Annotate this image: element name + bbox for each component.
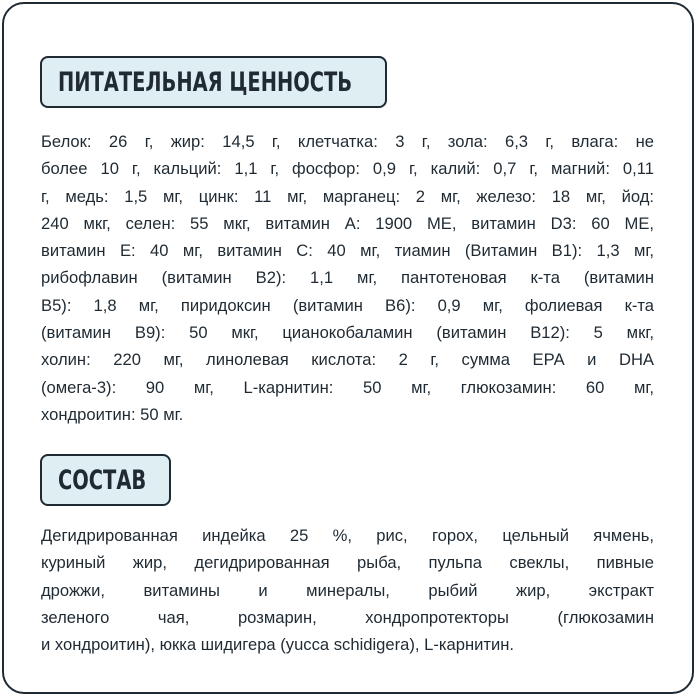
nutrition-line: В5): 1,8 мг, пиридоксин (витамин В6): 0,9 мг, фолиевая к-та — [41, 295, 654, 315]
composition-heading — [40, 454, 171, 506]
nutrition-line: (омега-3): 90 мг, L-карнитин: 50 мг, глюкозамин: 60 мг, — [41, 377, 654, 397]
composition-line: зеленого чая, розмарин, хондропротекторы (глюкозамин — [41, 607, 654, 627]
nutrition-heading-label: ПИТАТЕЛЬНАЯ ЦЕННОСТЬ — [58, 67, 353, 98]
composition-line: дрожжи, витамины и минералы, рыбий жир, экстракт — [41, 580, 654, 600]
nutrition-line: рибофлавин (витамин В2): 1,1 мг, пантотеновая к-та (витамин — [41, 268, 654, 288]
composition-line: и хондроитин), юкка шидигера (yucca schidigera), L-карнитин. — [41, 635, 515, 655]
composition-line: Дегидрированная индейка 25 %, рис, горох, цельный ячмень, — [41, 526, 654, 545]
nutrition-line: более 10 г, кальций: 1,1 г, фосфор: 0,9 г, калий: 0,7 г, магний: 0,11 — [41, 159, 654, 179]
nutrition-line: хондроитин: 50 мг. — [41, 404, 184, 424]
nutrition-line: г, медь: 1,5 мг, цинк: 11 мг, марганец: 2 мг, железо: 18 мг, йод: — [41, 186, 654, 206]
nutrition-line: холин: 220 мг, линолевая кислота: 2 г, сумма ЕРА и DHA — [41, 350, 654, 370]
composition-line: куриный жир, дегидрированная рыба, пульпа свеклы, пивные — [41, 553, 654, 573]
nutrition-paragraph — [41, 128, 654, 428]
nutrition-heading — [40, 56, 387, 108]
composition-heading-label: СОСТАВ — [58, 465, 147, 496]
nutrition-line: (витамин В9): 50 мкг, цианокобаламин (витамин В12): 5 мкг, — [41, 323, 654, 343]
info-card — [2, 2, 694, 694]
nutrition-line: Белок: 26 г, жир: 14,5 г, клетчатка: 3 г, зола: 6,3 г, влага: не — [41, 132, 654, 151]
nutrition-line: витамин Е: 40 мг, витамин С: 40 мг, тиамин (Витамин В1): 1,3 мг, — [41, 241, 654, 261]
composition-paragraph — [41, 522, 654, 658]
nutrition-line: 240 мкг, селен: 55 мкг, витамин А: 1900 МЕ, витамин D3: 60 МЕ, — [41, 213, 654, 233]
